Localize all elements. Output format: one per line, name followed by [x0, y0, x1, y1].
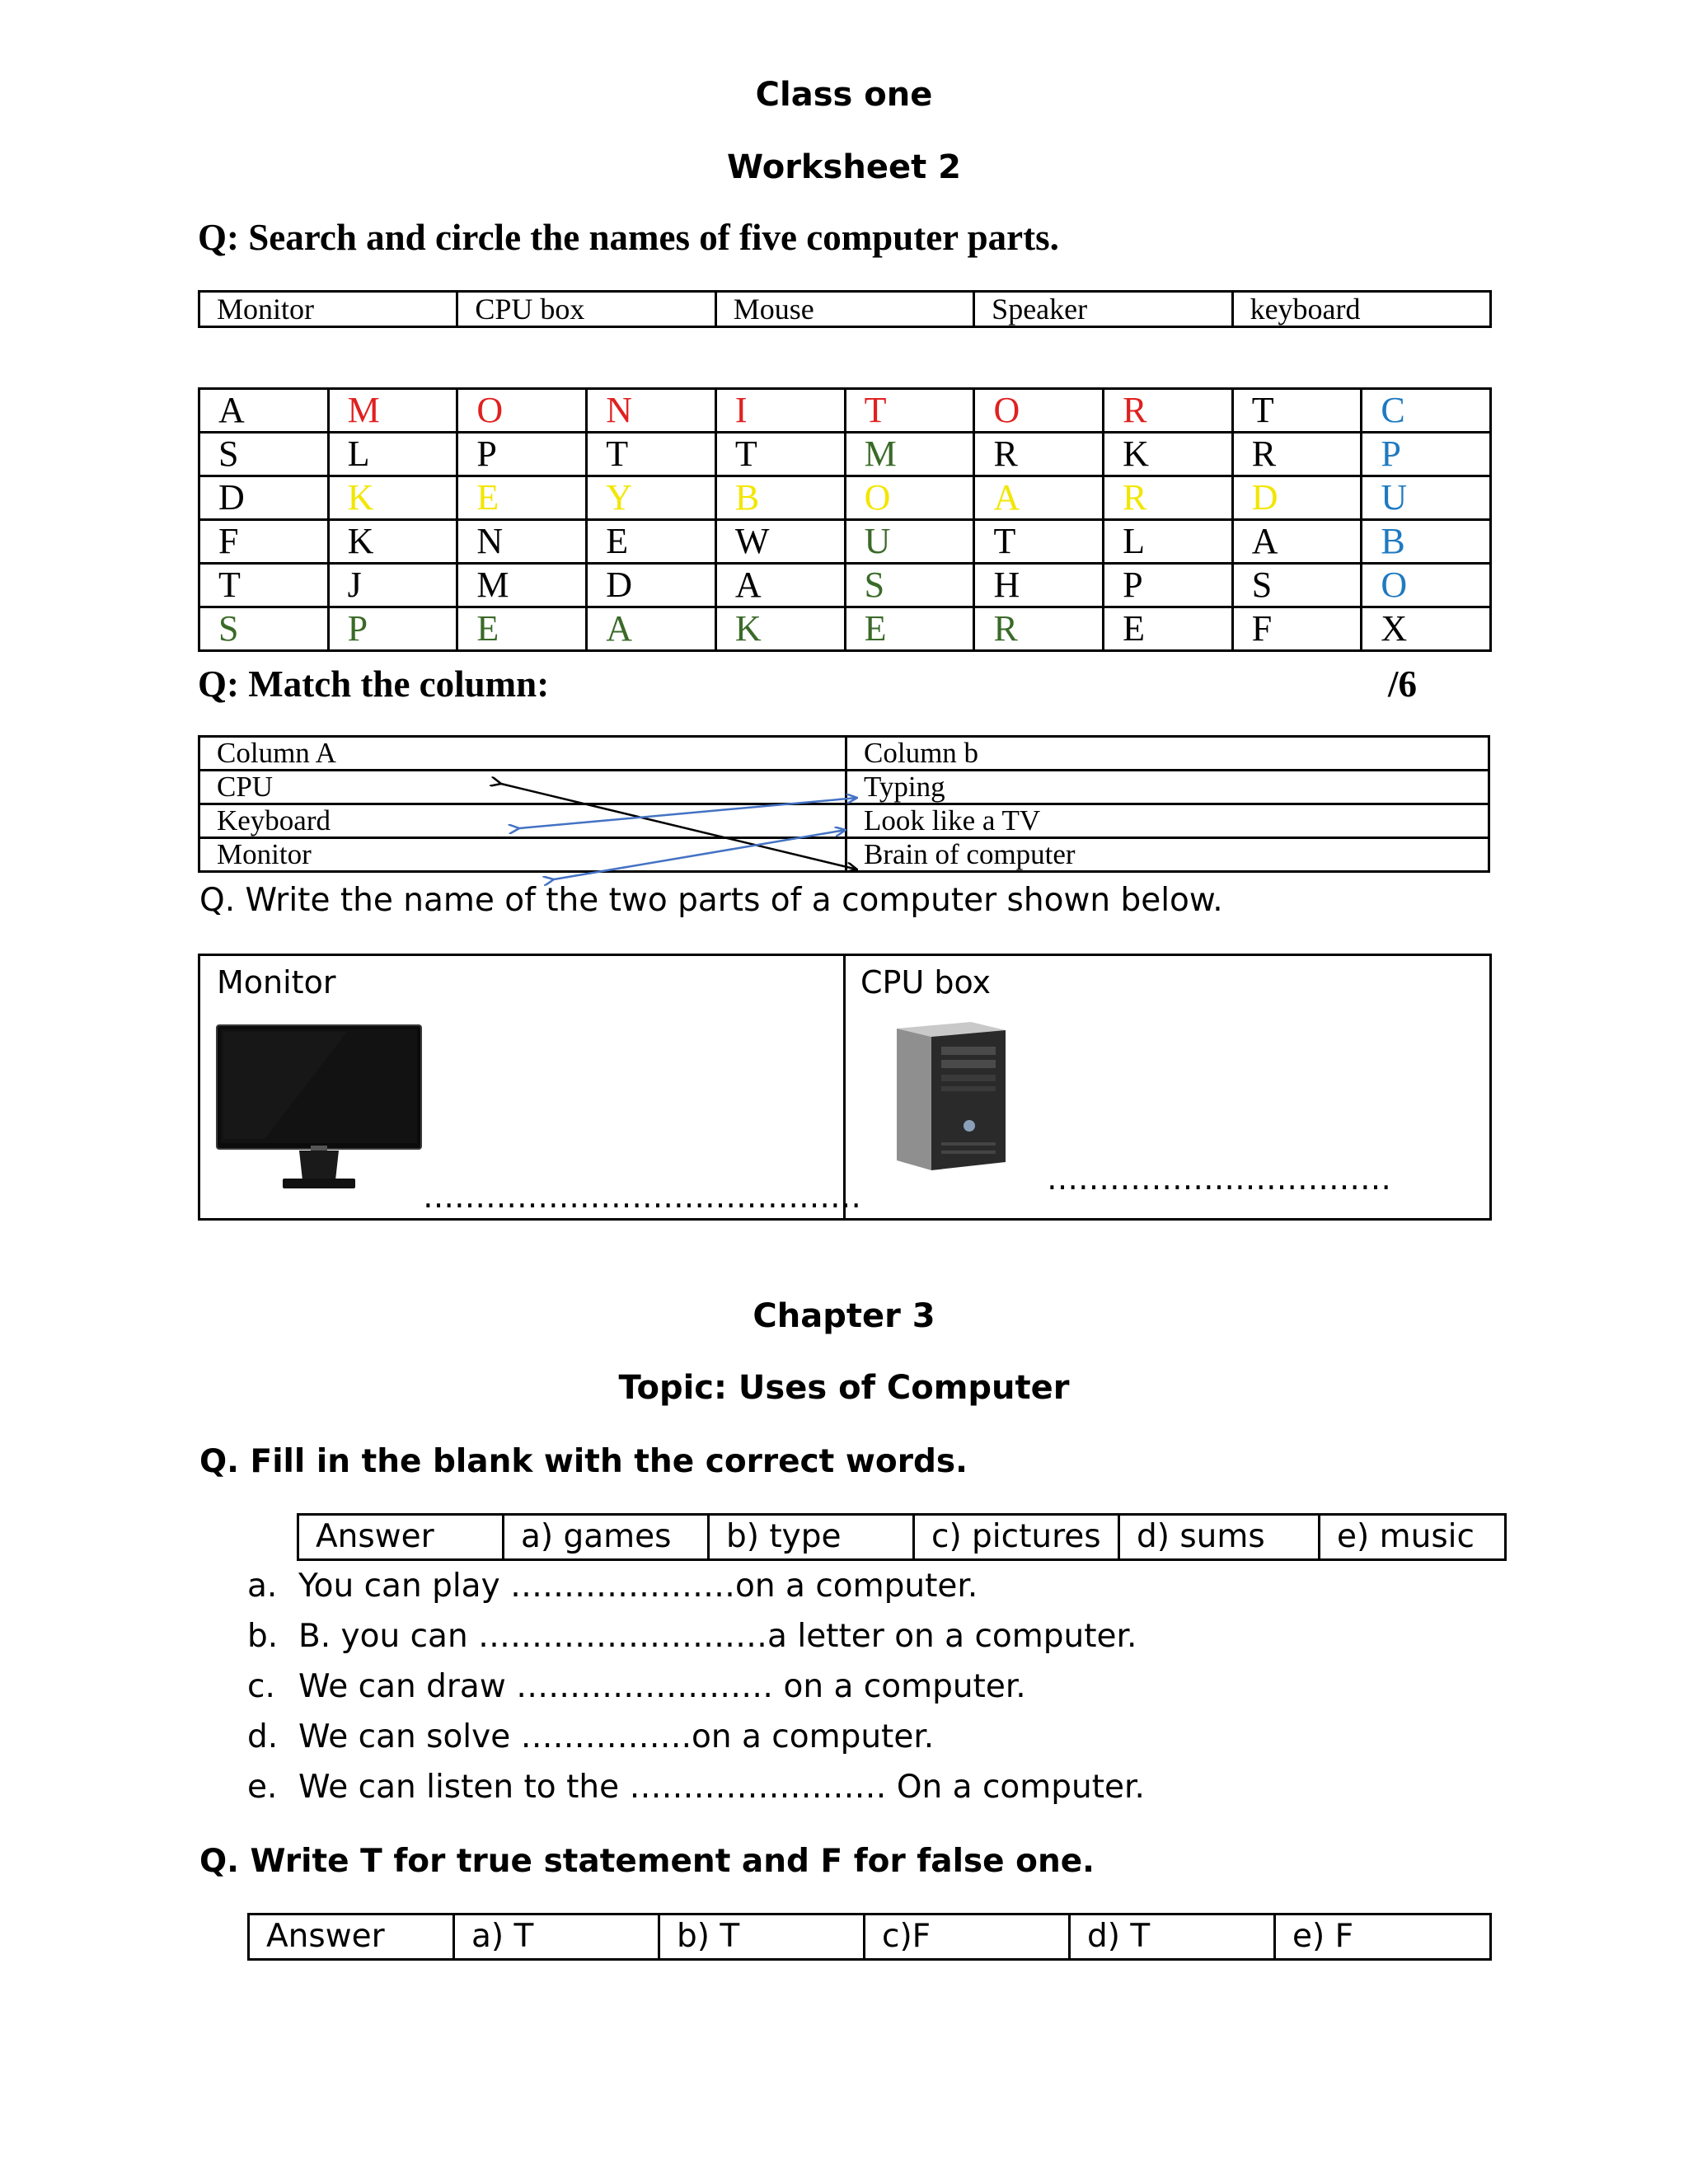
grid-cell: T	[974, 520, 1104, 564]
topic-title: Topic: Uses of Computer	[618, 1369, 1070, 1407]
cpu-cell	[845, 955, 1491, 1220]
monitor-image	[215, 1024, 423, 1197]
grid-cell: A	[1232, 520, 1362, 564]
grid-cell: B	[1362, 520, 1491, 564]
fill-item: e. We can listen to the …………………… On a computer.	[247, 1769, 1145, 1806]
fill-item: c. We can draw …………………… on a computer.	[247, 1668, 1026, 1705]
grid-cell: H	[974, 564, 1104, 607]
grid-cell: D	[199, 476, 329, 520]
monitor-answer-blank: ……………………………………	[423, 1179, 861, 1215]
answer-cell: a) T	[454, 1915, 659, 1960]
grid-cell: A	[199, 389, 329, 433]
arrow-cpu-brain	[501, 784, 857, 869]
grid-cell: E	[587, 520, 716, 564]
grid-cell: T	[587, 433, 716, 476]
grid-cell: S	[199, 433, 329, 476]
grid-cell: S	[199, 607, 329, 651]
answer-cell: c) pictures	[914, 1515, 1119, 1560]
col-a-cell: Monitor	[199, 838, 846, 872]
grid-cell: X	[1362, 607, 1491, 651]
grid-cell: K	[328, 476, 457, 520]
arrow-monitor-tv	[554, 830, 846, 879]
grid-cell: L	[1104, 520, 1233, 564]
q4-question: Q. Fill in the blank with the correct words.	[199, 1443, 968, 1480]
worksheet-title: Worksheet 2	[727, 148, 961, 186]
grid-cell: C	[1362, 389, 1491, 433]
grid-cell: D	[587, 564, 716, 607]
answer-cell: d) sums	[1119, 1515, 1320, 1560]
match-arrows	[0, 0, 1688, 923]
col-b-cell: Typing	[846, 771, 1489, 804]
q5-question: Q. Write T for true statement and F for false one.	[199, 1843, 1095, 1880]
grid-cell: R	[974, 607, 1104, 651]
grid-cell: S	[1232, 564, 1362, 607]
fill-item: b. B. you can ………………………a letter on a computer.	[247, 1618, 1137, 1655]
class-title: Class one	[755, 76, 933, 114]
grid-cell: E	[845, 607, 974, 651]
grid-cell: E	[457, 476, 587, 520]
grid-cell: M	[845, 433, 974, 476]
grid-cell: R	[1104, 476, 1233, 520]
grid-cell: M	[328, 389, 457, 433]
answer-header-cell: Answer	[298, 1515, 504, 1560]
grid-cell: P	[457, 433, 587, 476]
grid-cell: T	[715, 433, 845, 476]
grid-cell: O	[974, 389, 1104, 433]
arrow-keyboard-typing	[519, 798, 857, 828]
grid-cell: T	[199, 564, 329, 607]
part-cell: Mouse	[715, 292, 973, 327]
part-cell: Speaker	[974, 292, 1232, 327]
grid-cell: T	[845, 389, 974, 433]
answer-cell: c)F	[865, 1915, 1070, 1960]
q3-question: Q. Write the name of the two parts of a computer shown below.	[199, 882, 1223, 919]
monitor-label: Monitor	[217, 964, 336, 1001]
grid-cell: U	[845, 520, 974, 564]
grid-cell: K	[715, 607, 845, 651]
chapter-title: Chapter 3	[753, 1297, 935, 1335]
grid-cell: D	[1232, 476, 1362, 520]
grid-cell: B	[715, 476, 845, 520]
grid-cell: F	[1232, 607, 1362, 651]
col-a-cell: Keyboard	[199, 804, 846, 838]
q1-question: Q: Search and circle the names of five computer parts.	[198, 217, 1059, 258]
part-cell: Monitor	[199, 292, 457, 327]
grid-cell: N	[457, 520, 587, 564]
fill-answer-table	[297, 1513, 1507, 1561]
grid-cell: O	[1362, 564, 1491, 607]
grid-cell: A	[715, 564, 845, 607]
answer-header-cell: Answer	[249, 1915, 454, 1960]
cpu-answer-blank: ……………………………	[1047, 1160, 1391, 1197]
grid-cell: W	[715, 520, 845, 564]
answer-cell: a) games	[504, 1515, 709, 1560]
true-false-answer-table	[247, 1913, 1492, 1961]
grid-cell: U	[1362, 476, 1491, 520]
grid-cell: Y	[587, 476, 716, 520]
grid-cell: I	[715, 389, 845, 433]
grid-cell: L	[328, 433, 457, 476]
answer-cell: d) T	[1070, 1915, 1275, 1960]
grid-cell: J	[328, 564, 457, 607]
fill-item: d. We can solve …………….on a computer.	[247, 1718, 935, 1755]
grid-cell: O	[845, 476, 974, 520]
grid-cell: P	[1362, 433, 1491, 476]
grid-cell: A	[974, 476, 1104, 520]
pictures-table	[198, 954, 1492, 1221]
grid-cell: N	[587, 389, 716, 433]
q2-question: Q: Match the column:	[198, 663, 550, 705]
grid-cell: M	[457, 564, 587, 607]
col-a-header: Column A	[199, 737, 846, 771]
part-cell: CPU box	[457, 292, 715, 327]
col-b-cell: Look like a TV	[846, 804, 1489, 838]
part-cell: keyboard	[1232, 292, 1490, 327]
grid-cell: P	[328, 607, 457, 651]
col-b-cell: Brain of computer	[846, 838, 1489, 872]
cpu-box-image	[889, 1019, 1037, 1175]
grid-cell: T	[1232, 389, 1362, 433]
answer-cell: b) T	[659, 1915, 865, 1960]
grid-cell: F	[199, 520, 329, 564]
answer-cell: e) music	[1320, 1515, 1506, 1560]
grid-cell: E	[1104, 607, 1233, 651]
grid-cell: R	[974, 433, 1104, 476]
grid-cell: P	[1104, 564, 1233, 607]
col-b-header: Column b	[846, 737, 1489, 771]
q2-marks: /6	[1388, 663, 1418, 705]
answer-cell: e) F	[1275, 1915, 1491, 1960]
fill-blank-list	[247, 1561, 1145, 1812]
monitor-cell	[199, 955, 861, 1220]
fill-item: a. You can play …………………on a computer.	[247, 1568, 978, 1605]
col-a-cell: CPU	[199, 771, 846, 804]
grid-cell: K	[1104, 433, 1233, 476]
grid-cell: K	[328, 520, 457, 564]
cpu-label: CPU box	[860, 964, 992, 1001]
grid-cell: O	[457, 389, 587, 433]
grid-cell: R	[1104, 389, 1233, 433]
grid-cell: A	[587, 607, 716, 651]
grid-cell: R	[1232, 433, 1362, 476]
answer-cell: b) type	[709, 1515, 914, 1560]
grid-cell: E	[457, 607, 587, 651]
grid-cell: S	[845, 564, 974, 607]
